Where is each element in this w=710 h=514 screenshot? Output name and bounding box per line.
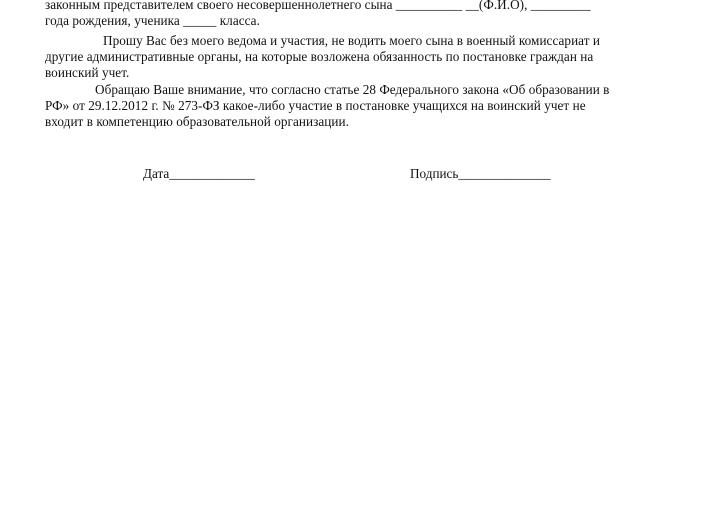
notice-line-2: РФ» от 29.12.2012 г. № 273-ФЗ какое-либо участие в постановке учащихся на воинский учет не [45, 98, 586, 113]
intro-line-1: законным представителем своего несовершеннолетнего сына __________ __(Ф.И.О), _________ [45, 0, 591, 12]
signature-field: Подпись______________ [410, 166, 551, 181]
request-line-1: Прошу Вас без моего ведома и участия, не водить моего сына в военный комиссариат и [103, 33, 601, 48]
notice-line-1: Обращаю Ваше внимание, что согласно статье 28 Федерального закона «Об образовании в [95, 82, 610, 97]
date-field: Дата_____________ [143, 166, 256, 181]
intro-line-2: года рождения, ученика _____ класса. [45, 13, 260, 28]
notice-line-3: входит в компетенцию образовательной организации. [45, 114, 349, 129]
request-line-2: другие административные органы, на которые возложена обязанность по постановке граждан на [45, 49, 594, 64]
request-line-3: воинский учет. [45, 65, 130, 80]
